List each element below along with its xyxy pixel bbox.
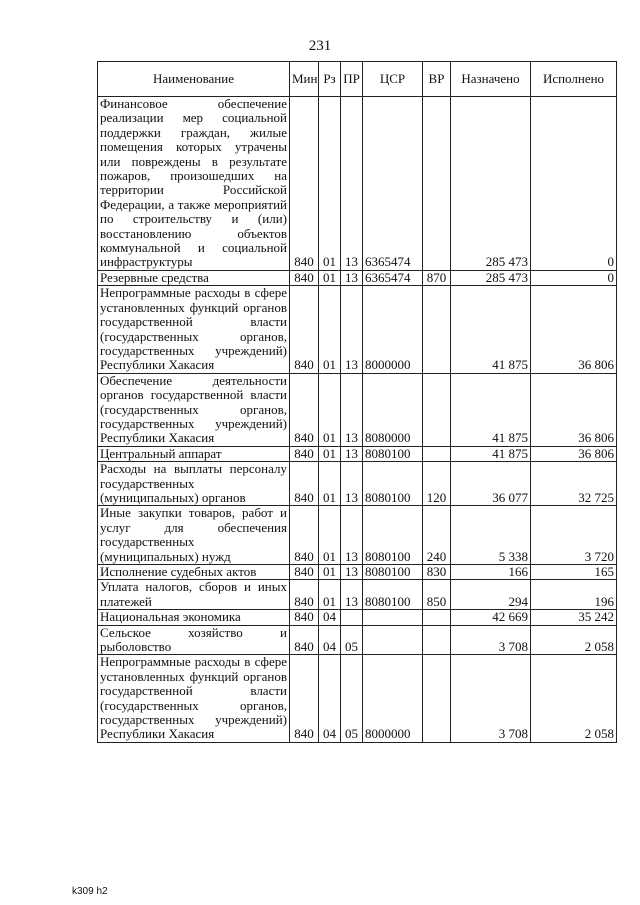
column-header-min: Мин bbox=[290, 62, 319, 97]
cell-assigned: 166 bbox=[451, 565, 531, 580]
table-row bbox=[98, 565, 617, 580]
cell-vr bbox=[423, 286, 451, 373]
cell-vr bbox=[423, 446, 451, 461]
cell-vr bbox=[423, 655, 451, 742]
cell-pr: 05 bbox=[341, 625, 363, 655]
cell-min: 840 bbox=[290, 565, 319, 580]
table-row bbox=[98, 462, 617, 506]
cell-vr: 870 bbox=[423, 270, 451, 285]
cell-rz: 01 bbox=[319, 97, 341, 271]
cell-assigned: 41 875 bbox=[451, 373, 531, 446]
cell-rz: 01 bbox=[319, 565, 341, 580]
cell-assigned: 41 875 bbox=[451, 446, 531, 461]
table-row bbox=[98, 270, 617, 285]
table-row bbox=[98, 373, 617, 446]
cell-rz: 01 bbox=[319, 373, 341, 446]
cell-csr: 8000000 bbox=[363, 655, 423, 742]
cell-csr: 8080100 bbox=[363, 580, 423, 610]
cell-executed: 2 058 bbox=[531, 625, 617, 655]
cell-csr: 6365474 bbox=[363, 97, 423, 271]
cell-executed: 36 806 bbox=[531, 373, 617, 446]
table-row bbox=[98, 610, 617, 625]
cell-pr: 13 bbox=[341, 506, 363, 565]
table-row bbox=[98, 580, 617, 610]
cell-executed: 2 058 bbox=[531, 655, 617, 742]
table-row bbox=[98, 625, 617, 655]
cell-executed: 35 242 bbox=[531, 610, 617, 625]
cell-min: 840 bbox=[290, 655, 319, 742]
cell-rz: 04 bbox=[319, 655, 341, 742]
cell-assigned: 5 338 bbox=[451, 506, 531, 565]
cell-pr: 13 bbox=[341, 565, 363, 580]
cell-vr bbox=[423, 610, 451, 625]
table-row bbox=[98, 506, 617, 565]
cell-rz: 01 bbox=[319, 580, 341, 610]
column-header-rz: Рз bbox=[319, 62, 341, 97]
cell-name: Сельское хозяйство и рыболовство bbox=[98, 625, 290, 655]
page-number: 231 bbox=[308, 38, 332, 54]
cell-min: 840 bbox=[290, 580, 319, 610]
cell-rz: 01 bbox=[319, 446, 341, 461]
column-header-vr: ВР bbox=[423, 62, 451, 97]
cell-name: Исполнение судебных актов bbox=[98, 565, 290, 580]
cell-min: 840 bbox=[290, 462, 319, 506]
cell-min: 840 bbox=[290, 610, 319, 625]
cell-vr: 120 bbox=[423, 462, 451, 506]
cell-csr bbox=[363, 625, 423, 655]
cell-min: 840 bbox=[290, 373, 319, 446]
cell-executed: 0 bbox=[531, 270, 617, 285]
column-header-executed: Исполнено bbox=[531, 62, 617, 97]
cell-name: Обеспечение деятельности органов государственной власти (государственных органов, государственных учреждений) Республики Хакасия bbox=[98, 373, 290, 446]
cell-vr: 830 bbox=[423, 565, 451, 580]
cell-executed: 36 806 bbox=[531, 286, 617, 373]
column-header-pr: ПР bbox=[341, 62, 363, 97]
column-header-csr: ЦСР bbox=[363, 62, 423, 97]
cell-executed: 32 725 bbox=[531, 462, 617, 506]
cell-pr: 13 bbox=[341, 446, 363, 461]
cell-csr: 8000000 bbox=[363, 286, 423, 373]
cell-vr: 240 bbox=[423, 506, 451, 565]
table-row bbox=[98, 655, 617, 742]
cell-name: Иные закупки товаров, работ и услуг для обеспечения государственных (муниципальных) нужд bbox=[98, 506, 290, 565]
cell-pr: 05 bbox=[341, 655, 363, 742]
cell-rz: 04 bbox=[319, 610, 341, 625]
cell-executed: 0 bbox=[531, 97, 617, 271]
cell-min: 840 bbox=[290, 270, 319, 285]
cell-name: Непрограммные расходы в сфере установленных функций органов государственной власти (государственных органов, государственных учреждений) Республики Хакасия bbox=[98, 655, 290, 742]
cell-csr: 8080000 bbox=[363, 373, 423, 446]
budget-table bbox=[97, 61, 617, 743]
cell-executed: 196 bbox=[531, 580, 617, 610]
cell-vr bbox=[423, 97, 451, 271]
cell-rz: 01 bbox=[319, 286, 341, 373]
cell-assigned: 285 473 bbox=[451, 270, 531, 285]
table-row bbox=[98, 446, 617, 461]
cell-min: 840 bbox=[290, 97, 319, 271]
table-row bbox=[98, 97, 617, 271]
cell-executed: 3 720 bbox=[531, 506, 617, 565]
cell-rz: 04 bbox=[319, 625, 341, 655]
cell-executed: 165 bbox=[531, 565, 617, 580]
cell-assigned: 41 875 bbox=[451, 286, 531, 373]
cell-pr: 13 bbox=[341, 286, 363, 373]
cell-pr bbox=[341, 610, 363, 625]
cell-csr: 8080100 bbox=[363, 506, 423, 565]
cell-csr: 8080100 bbox=[363, 446, 423, 461]
cell-name: Непрограммные расходы в сфере установленных функций органов государственной власти (государственных органов, государственных учреждений) Республики Хакасия bbox=[98, 286, 290, 373]
cell-pr: 13 bbox=[341, 373, 363, 446]
cell-rz: 01 bbox=[319, 270, 341, 285]
cell-pr: 13 bbox=[341, 97, 363, 271]
cell-assigned: 294 bbox=[451, 580, 531, 610]
cell-name: Уплата налогов, сборов и иных платежей bbox=[98, 580, 290, 610]
cell-csr: 8080100 bbox=[363, 565, 423, 580]
cell-vr bbox=[423, 373, 451, 446]
cell-min: 840 bbox=[290, 286, 319, 373]
cell-name: Резервные средства bbox=[98, 270, 290, 285]
table-row bbox=[98, 286, 617, 373]
cell-rz: 01 bbox=[319, 506, 341, 565]
column-header-assigned: Назначено bbox=[451, 62, 531, 97]
cell-min: 840 bbox=[290, 506, 319, 565]
cell-min: 840 bbox=[290, 625, 319, 655]
cell-rz: 01 bbox=[319, 462, 341, 506]
cell-csr: 8080100 bbox=[363, 462, 423, 506]
cell-pr: 13 bbox=[341, 462, 363, 506]
cell-name: Расходы на выплаты персоналу государственных (муниципальных) органов bbox=[98, 462, 290, 506]
cell-assigned: 36 077 bbox=[451, 462, 531, 506]
cell-vr bbox=[423, 625, 451, 655]
cell-csr: 6365474 bbox=[363, 270, 423, 285]
table-header-row bbox=[98, 62, 617, 97]
cell-name: Национальная экономика bbox=[98, 610, 290, 625]
cell-name: Финансовое обеспечение реализации мер социальной поддержки граждан, жилые помещения которых утрачены или повреждены в результате пожаров, произошедших на территории Российской Федерации, а также мероприятий по строительству и (или) восстановлению объектов коммунальной и социальной инфраструктуры bbox=[98, 97, 290, 271]
column-header-name: Наименование bbox=[98, 62, 290, 97]
cell-pr: 13 bbox=[341, 580, 363, 610]
cell-min: 840 bbox=[290, 446, 319, 461]
cell-name: Центральный аппарат bbox=[98, 446, 290, 461]
cell-executed: 36 806 bbox=[531, 446, 617, 461]
cell-csr bbox=[363, 610, 423, 625]
cell-assigned: 42 669 bbox=[451, 610, 531, 625]
cell-assigned: 3 708 bbox=[451, 655, 531, 742]
cell-assigned: 3 708 bbox=[451, 625, 531, 655]
cell-assigned: 285 473 bbox=[451, 97, 531, 271]
cell-vr: 850 bbox=[423, 580, 451, 610]
cell-pr: 13 bbox=[341, 270, 363, 285]
footer-code: k309 h2 bbox=[72, 886, 108, 897]
